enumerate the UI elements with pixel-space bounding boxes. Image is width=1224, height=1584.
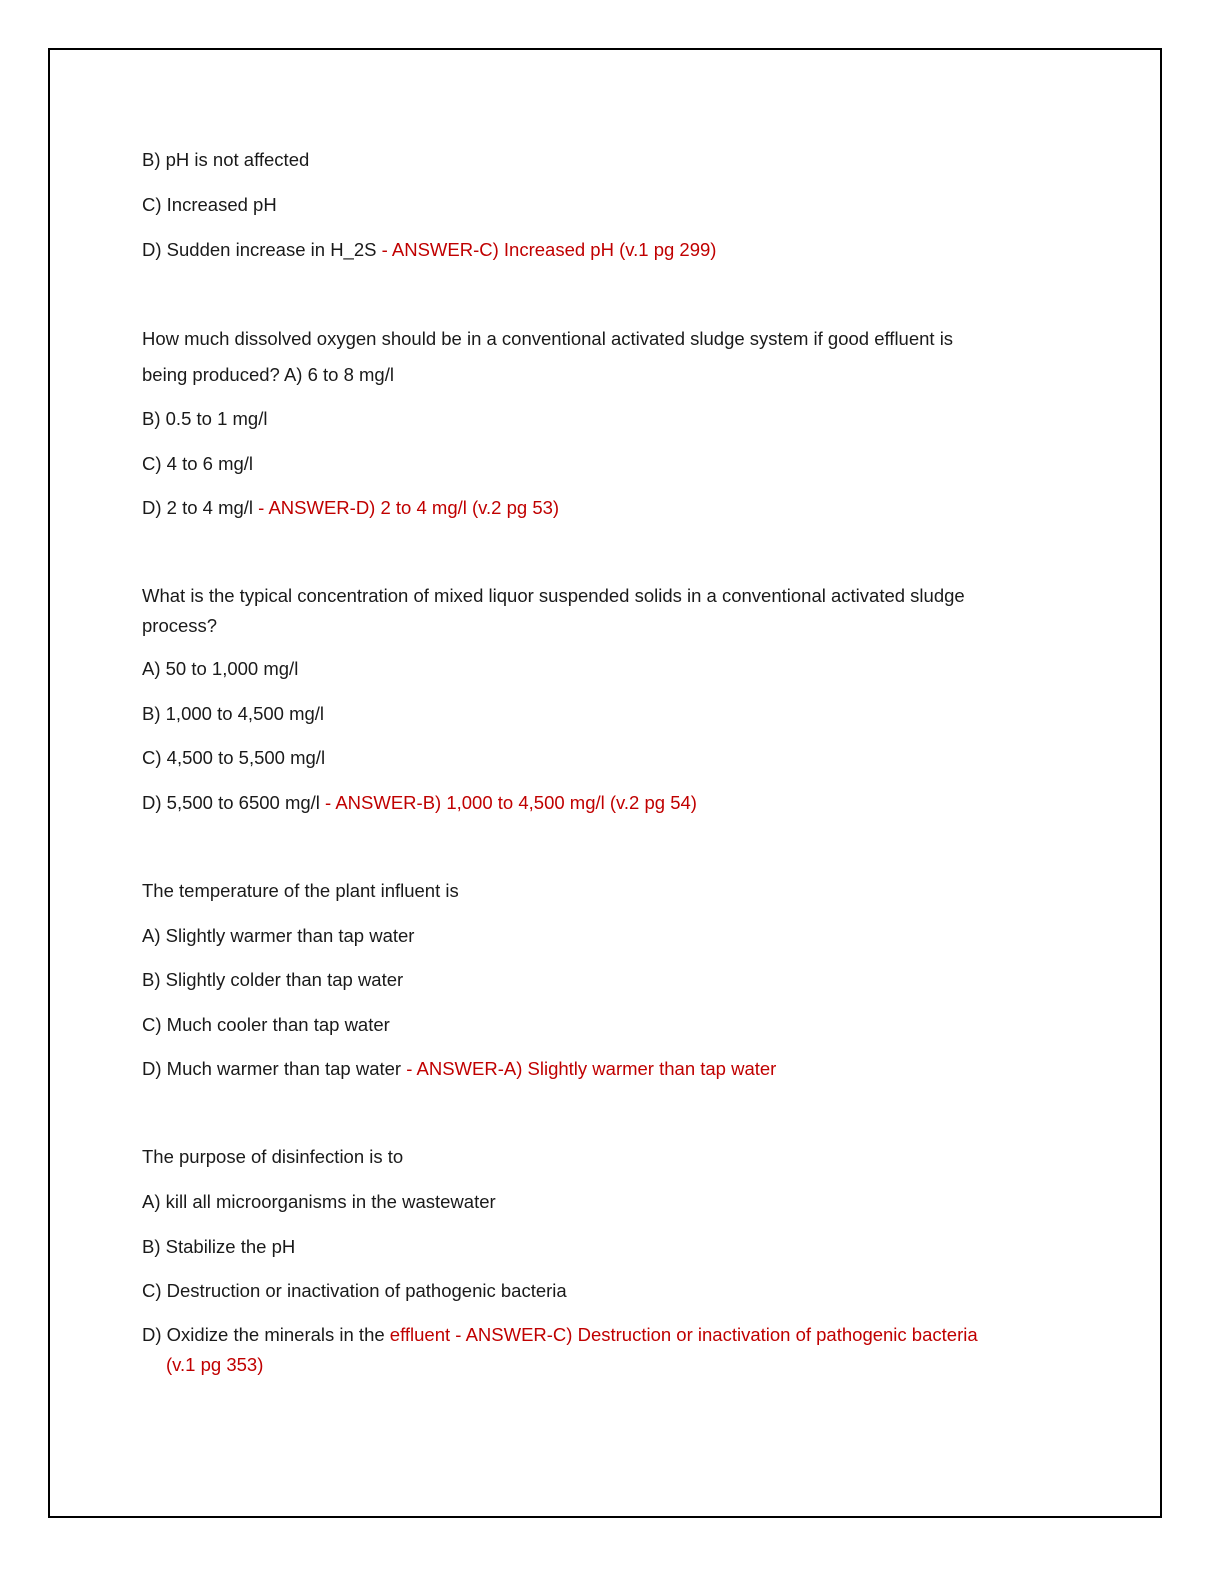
q5-answer-line1: effluent - ANSWER-C) Destruction or inactivation of pathogenic bacteria — [389, 1324, 978, 1345]
q5-option-b: B) Stabilize the pH — [142, 1236, 296, 1257]
q3-answer: - ANSWER-B) 1,000 to 4,500 mg/l (v.2 pg 54) — [319, 792, 697, 813]
q4-question: The temperature of the plant influent is — [142, 880, 459, 901]
q5-answer-line2: (v.1 pg 353) — [166, 1354, 264, 1375]
q3-option-d: D) 5,500 to 6500 mg/l — [142, 792, 320, 813]
q1-option-c: C) Increased pH — [142, 194, 277, 215]
q1-option-b: B) pH is not affected — [142, 149, 310, 170]
q5-option-a: A) kill all microorganisms in the wastewater — [142, 1191, 496, 1212]
q1-option-d: D) Sudden increase in H_2S — [142, 239, 377, 260]
q5-option-c: C) Destruction or inactivation of pathogenic bacteria — [142, 1280, 567, 1301]
q4-option-d-line — [142, 1051, 776, 1087]
q4-option-a: A) Slightly warmer than tap water — [142, 925, 415, 946]
q2-question-line1: How much dissolved oxygen should be in a conventional activated sludge system if good effluent is — [142, 328, 954, 349]
q4-option-c: C) Much cooler than tap water — [142, 1014, 390, 1035]
q3-option-a: A) 50 to 1,000 mg/l — [142, 658, 299, 679]
q2-option-c: C) 4 to 6 mg/l — [142, 453, 254, 474]
q1-option-d-line — [142, 232, 716, 268]
q4-option-b: B) Slightly colder than tap water — [142, 969, 404, 990]
q3-question-line2: process? — [142, 615, 218, 636]
q2-option-b: B) 0.5 to 1 mg/l — [142, 408, 268, 429]
q3-option-c: C) 4,500 to 5,500 mg/l — [142, 747, 326, 768]
q1-answer: - ANSWER-C) Increased pH (v.1 pg 299) — [376, 239, 717, 260]
q5-option-d: D) Oxidize the minerals in the — [142, 1324, 390, 1345]
q3-question-line1: What is the typical concentration of mixed liquor suspended solids in a conventional activated sludge — [142, 585, 965, 606]
q3-option-b: B) 1,000 to 4,500 mg/l — [142, 703, 325, 724]
q5-question: The purpose of disinfection is to — [142, 1146, 404, 1167]
q2-question-line2: being produced? A) 6 to 8 mg/l — [142, 364, 394, 385]
q3-option-d-line — [142, 785, 697, 821]
q5-option-d-line — [142, 1317, 978, 1353]
q2-option-d: D) 2 to 4 mg/l — [142, 497, 254, 518]
q4-option-d: D) Much warmer than tap water — [142, 1058, 402, 1079]
q2-option-d-line — [142, 490, 559, 526]
q2-answer: - ANSWER-D) 2 to 4 mg/l (v.2 pg 53) — [253, 497, 560, 518]
q4-answer: - ANSWER-A) Slightly warmer than tap water — [401, 1058, 777, 1079]
